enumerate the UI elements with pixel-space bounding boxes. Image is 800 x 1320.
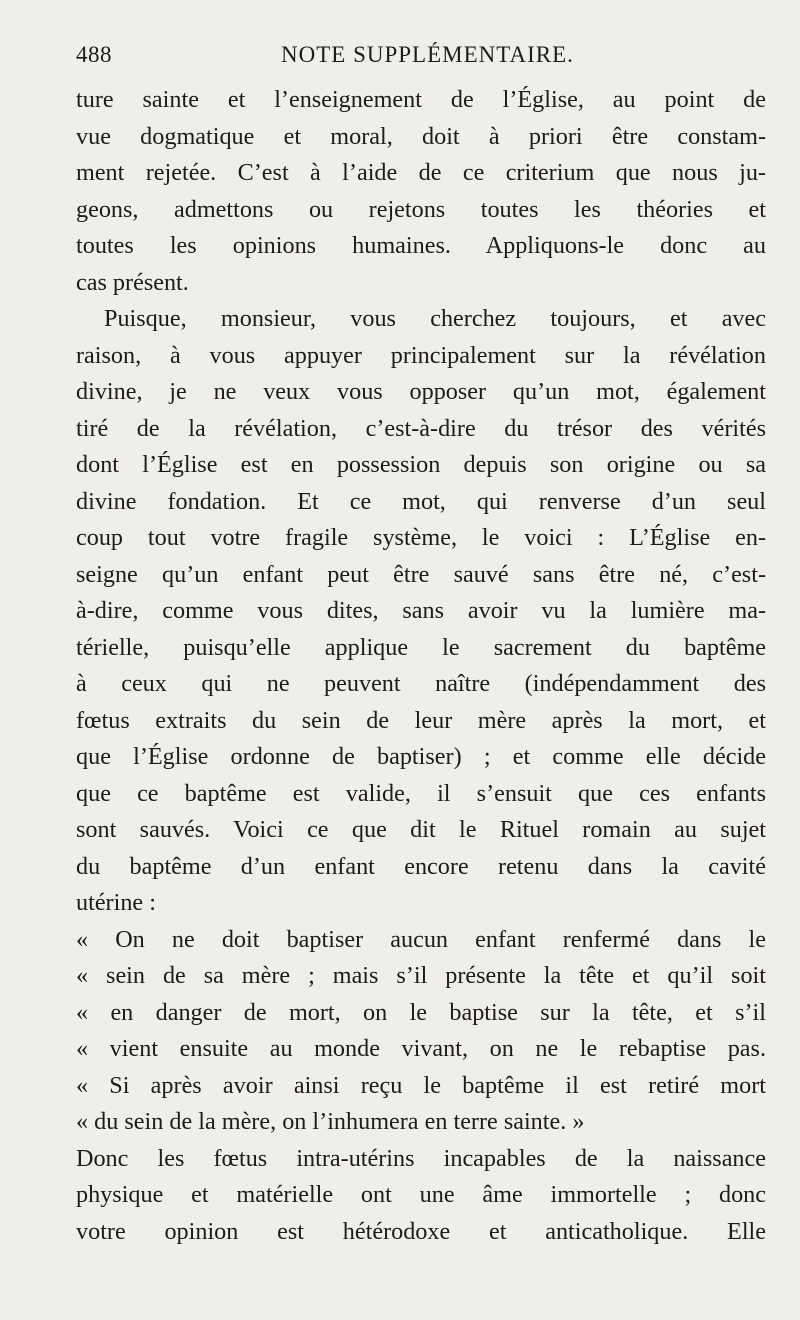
text-line: divine fondation. Et ce mot, qui renverse d’un seul [76,487,766,515]
text-line: dont l’Église est en possession depuis son origine ou sa [76,451,766,478]
running-title: NOTE SUPPLÉMENTAIRE. [281,42,574,67]
text-line: vue dogmatique et moral, doit à priori être constam- [76,122,766,150]
quote-line: « Si après avoir ainsi reçu le baptême il est retiré mort [76,1071,766,1099]
quote-line: « On ne doit baptiser aucun enfant renfermé dans le [76,925,766,953]
text-line: du baptême d’un enfant encore retenu dans la cavité [76,852,766,880]
text-line: sont sauvés. Voici ce que dit le Rituel romain au sujet [76,816,766,843]
text-line: fœtus extraits du sein de leur mère après la mort, et [76,706,766,734]
text-line: Donc les fœtus intra-utérins incapables de la naissance [76,1144,766,1172]
text-line: ture sainte et l’enseignement de l’Église, au point de [76,86,766,113]
text-line: geons, admettons ou rejetons toutes les théories et [76,195,766,223]
body-text [76,82,766,1250]
text-line: utérine : [76,889,156,916]
text-line: physique et matérielle ont une âme immortelle ; donc [76,1181,766,1208]
text-line: que l’Église ordonne de baptiser) ; et comme elle décide [76,743,766,770]
text-line: cas présent. [76,268,189,296]
text-line: raison, à vous appuyer principalement sur la révélation [76,341,766,369]
quote-line: « en danger de mort, on le baptise sur la tête, et s’il [76,998,766,1026]
text-line: divine, je ne veux vous opposer qu’un mot, également [76,378,766,405]
text-line: coup tout votre fragile système, le voici : L’Église en- [76,524,766,551]
quote-line: « sein de sa mère ; mais s’il présente la tête et qu’il soit [76,962,766,989]
text-line: Puisque, monsieur, vous cherchez toujours, et avec [104,305,766,332]
text-line: seigne qu’un enfant peut être sauvé sans être né, c’est- [76,560,766,588]
quote-line: « du sein de la mère, on l’inhumera en terre sainte. » [76,1108,585,1135]
text-line: à ceux qui ne peuvent naître (indépendamment des [76,670,766,697]
text-line: térielle, puisqu’elle applique le sacrement du baptême [76,633,766,661]
running-header [76,42,764,74]
text-line: votre opinion est hétérodoxe et anticatholique. Elle [76,1217,766,1245]
quote-line: « vient ensuite au monde vivant, on ne le rebaptise pas. [76,1035,766,1062]
text-line: toutes les opinions humaines. Appliquons-le donc au [76,232,766,259]
text-line: que ce baptême est valide, il s’ensuit que ces enfants [76,779,766,807]
page-number: 488 [76,42,112,67]
text-line: ment rejetée. C’est à l’aide de ce criterium que nous ju- [76,159,766,186]
text-line: à-dire, comme vous dites, sans avoir vu la lumière ma- [76,597,766,624]
text-line: tiré de la révélation, c’est-à-dire du trésor des vérités [76,414,766,442]
